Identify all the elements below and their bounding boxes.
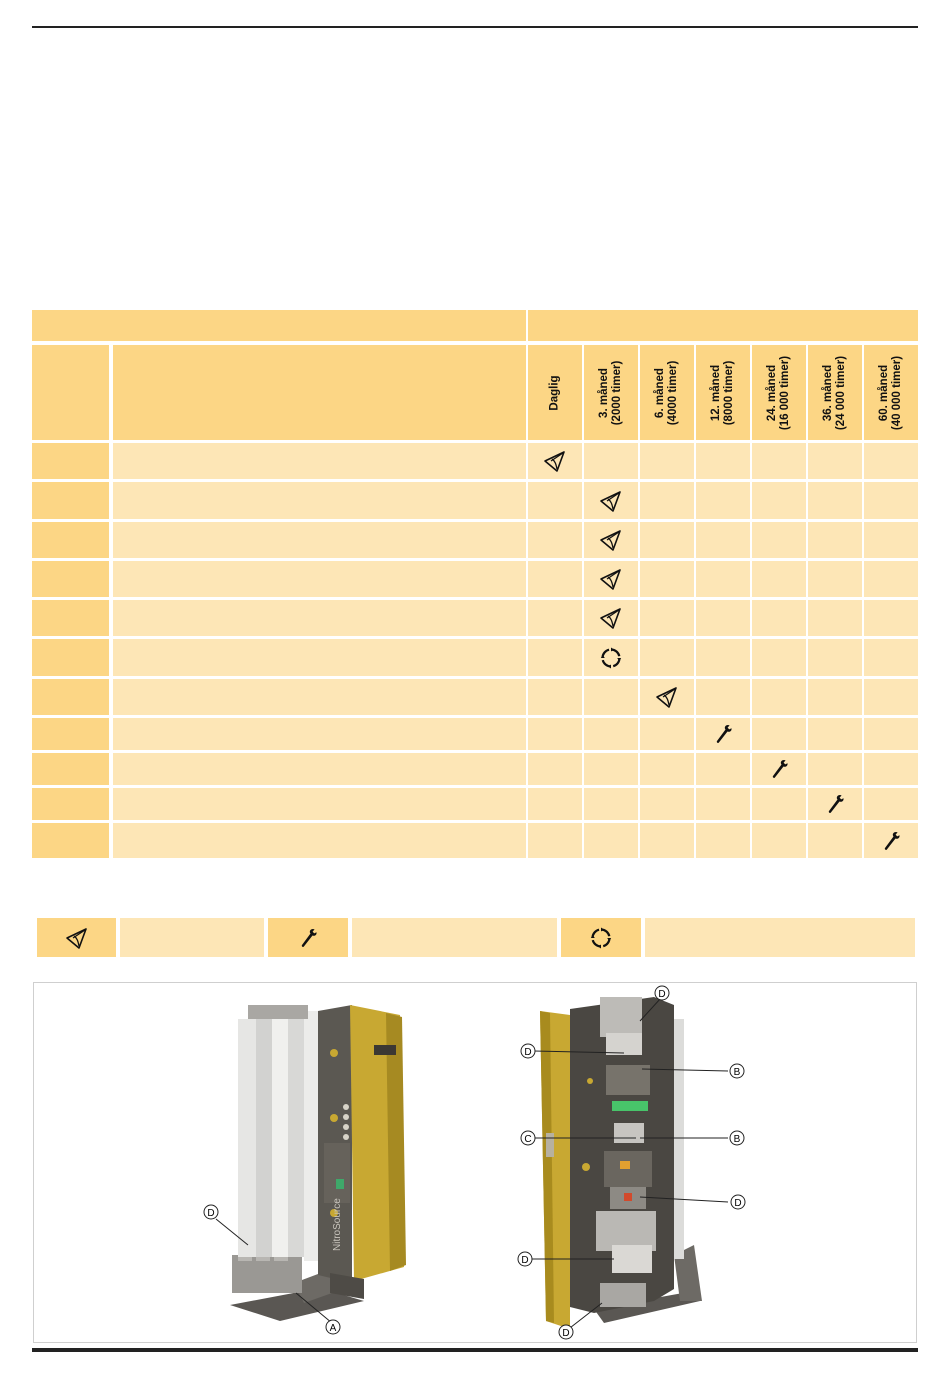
schedule-cell [696,753,750,785]
column-header-label [654,360,680,425]
schedule-cell [864,639,918,676]
schedule-cell [864,600,918,636]
schedule-cell [808,823,862,858]
schedule-cell [584,443,638,479]
column-header-line: Daglig [548,374,561,411]
schedule-cell [640,679,694,715]
schedule-cell [584,600,638,636]
schedule-cell [864,522,918,558]
row-description-cell [113,823,526,858]
schedule-cell [752,561,806,597]
schedule-cell [528,718,582,750]
wrench-icon [879,829,903,853]
callout-b-upper [730,1064,744,1078]
schedule-cell [752,522,806,558]
svg-text:D: D [521,1255,529,1266]
svg-text:D: D [524,1047,532,1058]
schedule-cell [640,718,694,750]
legend-replace-cycle-icon [561,918,641,957]
svg-text:D: D [207,1208,215,1219]
schedule-cell [864,561,918,597]
table-title-cell [32,310,526,341]
schedule-cell [808,482,862,519]
svg-text:D: D [658,989,666,1000]
row-code-cell [32,600,109,636]
replace-cycle-icon [589,926,613,950]
column-header-label [598,360,624,425]
schedule-cell [640,600,694,636]
column-header-label [766,355,792,429]
schedule-cell [808,718,862,750]
column-header-m24 [752,345,806,440]
row-code-cell [32,482,109,519]
row-description-cell [113,718,526,750]
check-icon [543,449,567,473]
check-icon [655,685,679,709]
svg-text:D: D [562,1328,570,1339]
schedule-cell [808,600,862,636]
schedule-cell [584,679,638,715]
row-description-cell [113,753,526,785]
column-header-label [822,355,848,429]
column-header-line: 12. måned [710,364,722,421]
column-header-m3 [584,345,638,440]
schedule-cell [752,753,806,785]
schedule-cell [528,522,582,558]
schedule-cell [584,718,638,750]
dryer-illustration-panel [33,982,917,1343]
column-header-line: (2000 timer) [611,360,623,425]
schedule-cell [584,788,638,820]
callout-d-top [655,986,669,1000]
svg-text:A: A [329,1323,337,1334]
row-code-cell [32,639,109,676]
schedule-cell [808,561,862,597]
check-icon [599,528,623,552]
schedule-cell [696,600,750,636]
schedule-cell [640,482,694,519]
check-icon [599,567,623,591]
schedule-cell [528,482,582,519]
symbol-legend [37,918,915,957]
wrench-icon [711,722,735,746]
row-code-cell [32,679,109,715]
schedule-cell [864,718,918,750]
svg-text:C: C [524,1134,532,1145]
column-header-label [710,360,736,425]
callout-a [326,1320,340,1334]
schedule-cell [864,753,918,785]
schedule-cell [640,639,694,676]
schedule-cell [640,561,694,597]
column-header-m6 [640,345,694,440]
row-code-cell [32,522,109,558]
column-header-line: 60. måned [878,364,890,421]
legend-label [352,918,557,957]
check-icon [599,489,623,513]
column-header-code [32,345,109,440]
schedule-cell [864,482,918,519]
callout-d-bottom [559,1325,573,1339]
schedule-cell [528,679,582,715]
column-header-description [113,345,526,440]
schedule-cell [696,679,750,715]
column-header-line: 24. måned [766,364,778,421]
row-description-cell [113,639,526,676]
schedule-cell [528,823,582,858]
schedule-cell [808,788,862,820]
schedule-cell [808,679,862,715]
column-header-m60 [864,345,918,440]
schedule-cell [864,443,918,479]
schedule-cell [696,639,750,676]
column-header-label [878,355,904,429]
column-header-line: (24 000 timer) [835,355,847,430]
schedule-cell [696,718,750,750]
callout-d-upper-left [521,1044,535,1058]
callout-d-left [204,1205,218,1219]
row-code-cell [32,823,109,858]
schedule-cell [584,823,638,858]
schedule-cell [696,823,750,858]
schedule-cell [696,443,750,479]
dryer-illustration [34,983,918,1344]
column-header-line: (40 000 timer) [891,355,903,430]
schedule-cell [528,753,582,785]
schedule-cell [752,482,806,519]
column-header-m12 [696,345,750,440]
schedule-cell [808,443,862,479]
legend-label [120,918,264,957]
wrench-icon [823,792,847,816]
top-rule [32,26,918,28]
callout-b-lower [730,1131,744,1145]
device-panel-text: NitroSource [332,1198,343,1251]
callout-d-right [731,1195,745,1209]
column-header-line: 36. måned [822,364,834,421]
schedule-cell [696,522,750,558]
bottom-rule [32,1348,918,1352]
schedule-cell [640,788,694,820]
legend-check-icon [37,918,116,957]
wrench-icon [296,926,320,950]
schedule-cell [752,823,806,858]
replace-cycle-icon [599,646,623,670]
schedule-cell [584,522,638,558]
column-header-m36 [808,345,862,440]
callout-c [521,1131,535,1145]
schedule-cell [752,679,806,715]
row-code-cell [32,718,109,750]
schedule-cell [584,639,638,676]
schedule-cell [640,443,694,479]
legend-label [645,918,915,957]
callout-d-lower-left [518,1252,532,1266]
schedule-cell [584,561,638,597]
schedule-cell [528,788,582,820]
schedule-cell [752,600,806,636]
schedule-cell [752,443,806,479]
schedule-cell [752,788,806,820]
row-code-cell [32,561,109,597]
column-header-daglig [528,345,582,440]
row-description-cell [113,482,526,519]
schedule-cell [808,753,862,785]
closed-dryer-unit [230,1005,406,1321]
row-description-cell [113,600,526,636]
column-header-line: (8000 timer) [723,360,735,425]
row-description-cell [113,679,526,715]
schedule-cell [696,482,750,519]
row-description-cell [113,561,526,597]
row-description-cell [113,443,526,479]
column-header-line: (4000 timer) [667,360,679,425]
schedule-cell [808,522,862,558]
column-header-line: 6. måned [654,367,666,418]
schedule-cell [864,788,918,820]
schedule-cell [528,443,582,479]
schedule-cell [696,561,750,597]
svg-text:D: D [734,1198,742,1209]
row-description-cell [113,522,526,558]
schedule-cell [752,718,806,750]
wrench-icon [767,757,791,781]
schedule-cell [528,561,582,597]
schedule-cell [696,788,750,820]
schedule-cell [584,753,638,785]
schedule-cell [640,753,694,785]
row-code-cell [32,788,109,820]
schedule-cell [752,639,806,676]
check-icon [599,606,623,630]
schedule-cell [808,639,862,676]
column-header-label [549,375,562,410]
column-header-line: (16 000 timer) [779,355,791,430]
svg-text:B: B [733,1134,741,1145]
row-code-cell [32,753,109,785]
schedule-cell [528,600,582,636]
schedule-cell [864,679,918,715]
column-header-line: 3. måned [598,367,610,418]
row-description-cell [113,788,526,820]
interval-title-cell [528,310,918,341]
schedule-cell [528,639,582,676]
legend-wrench-icon [268,918,348,957]
svg-text:B: B [733,1067,741,1078]
open-dryer-unit [540,997,702,1329]
maintenance-schedule-table [32,310,918,858]
check-icon [65,926,89,950]
schedule-cell [864,823,918,858]
schedule-cell [640,522,694,558]
schedule-cell [584,482,638,519]
schedule-cell [640,823,694,858]
row-code-cell [32,443,109,479]
